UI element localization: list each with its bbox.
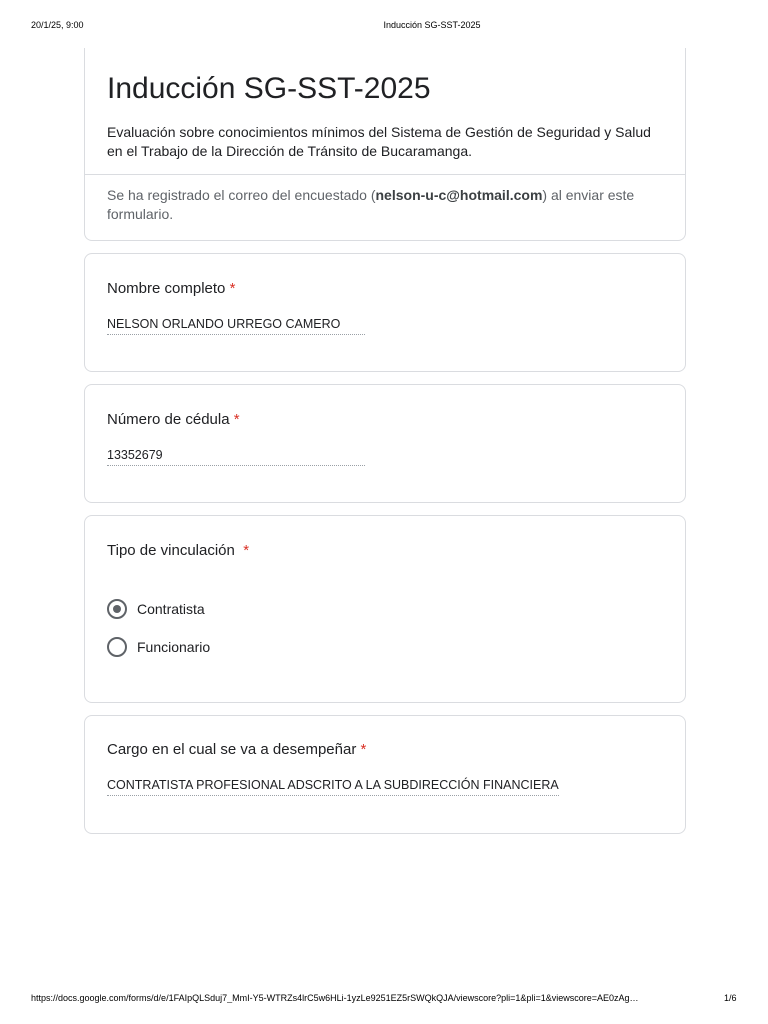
radio-checked-icon[interactable] [107, 599, 127, 619]
respondent-email: nelson-u-c@hotmail.com [375, 187, 543, 203]
question-title-name [107, 280, 235, 297]
answer-position: CONTRATISTA PROFESIONAL ADSCRITO A LA SUBDIRECCIÓN FINANCIERA [107, 778, 559, 796]
question-label: Cargo en el cual se va a desempeñar [107, 741, 357, 758]
print-date: 20/1/25, 9:00 [31, 20, 84, 30]
answer-name: NELSON ORLANDO URREGO CAMERO [107, 317, 365, 335]
question-card-id-number [84, 384, 686, 503]
required-mark: * [360, 741, 367, 758]
required-mark: * [229, 280, 236, 297]
question-label: Nombre completo [107, 280, 226, 297]
print-header [0, 20, 768, 34]
email-note-prefix: Se ha registrado el correo del encuestado ( [107, 187, 376, 203]
email-note-suffix: ) al enviar este formulario. [107, 187, 635, 222]
header-divider [85, 174, 685, 175]
form-header-card [84, 48, 686, 241]
required-mark: * [243, 542, 250, 559]
radio-unchecked-icon[interactable] [107, 637, 127, 657]
required-mark: * [233, 411, 240, 428]
radio-option-label: Contratista [137, 601, 205, 617]
question-card-name [84, 253, 686, 372]
print-footer [0, 993, 768, 1007]
question-label: Número de cédula [107, 411, 230, 428]
radio-option-contratista[interactable] [107, 598, 205, 620]
print-title: Inducción SG-SST-2025 [383, 20, 481, 30]
question-title-id-number [107, 411, 240, 428]
print-url: https://docs.google.com/forms/d/e/1FAIpQLSduj7_MmI-Y5-WTRZs4lrC5w6HLi-1yzLe9251EZ5rSWQkQJA/viewscore?pli=1&pli=1&viewscore=AE0zAg… [31, 993, 639, 1003]
question-title-position [107, 741, 366, 758]
form-description: Evaluación sobre conocimientos mínimos del Sistema de Gestión de Seguridad y Salud en el Trabajo de la Dirección de Tránsito de Bucaramanga. [107, 124, 651, 159]
question-title-link-type [107, 542, 249, 559]
print-page-number: 1/6 [724, 993, 737, 1003]
question-card-link-type [84, 515, 686, 703]
answer-id-number: 13352679 [107, 448, 365, 466]
question-label: Tipo de vinculación [107, 542, 235, 559]
radio-option-label: Funcionario [137, 639, 211, 655]
form-title: Inducción SG-SST-2025 [107, 72, 431, 105]
respondent-email-note [107, 186, 647, 224]
radio-option-funcionario[interactable] [107, 636, 210, 658]
question-card-position [84, 715, 686, 834]
